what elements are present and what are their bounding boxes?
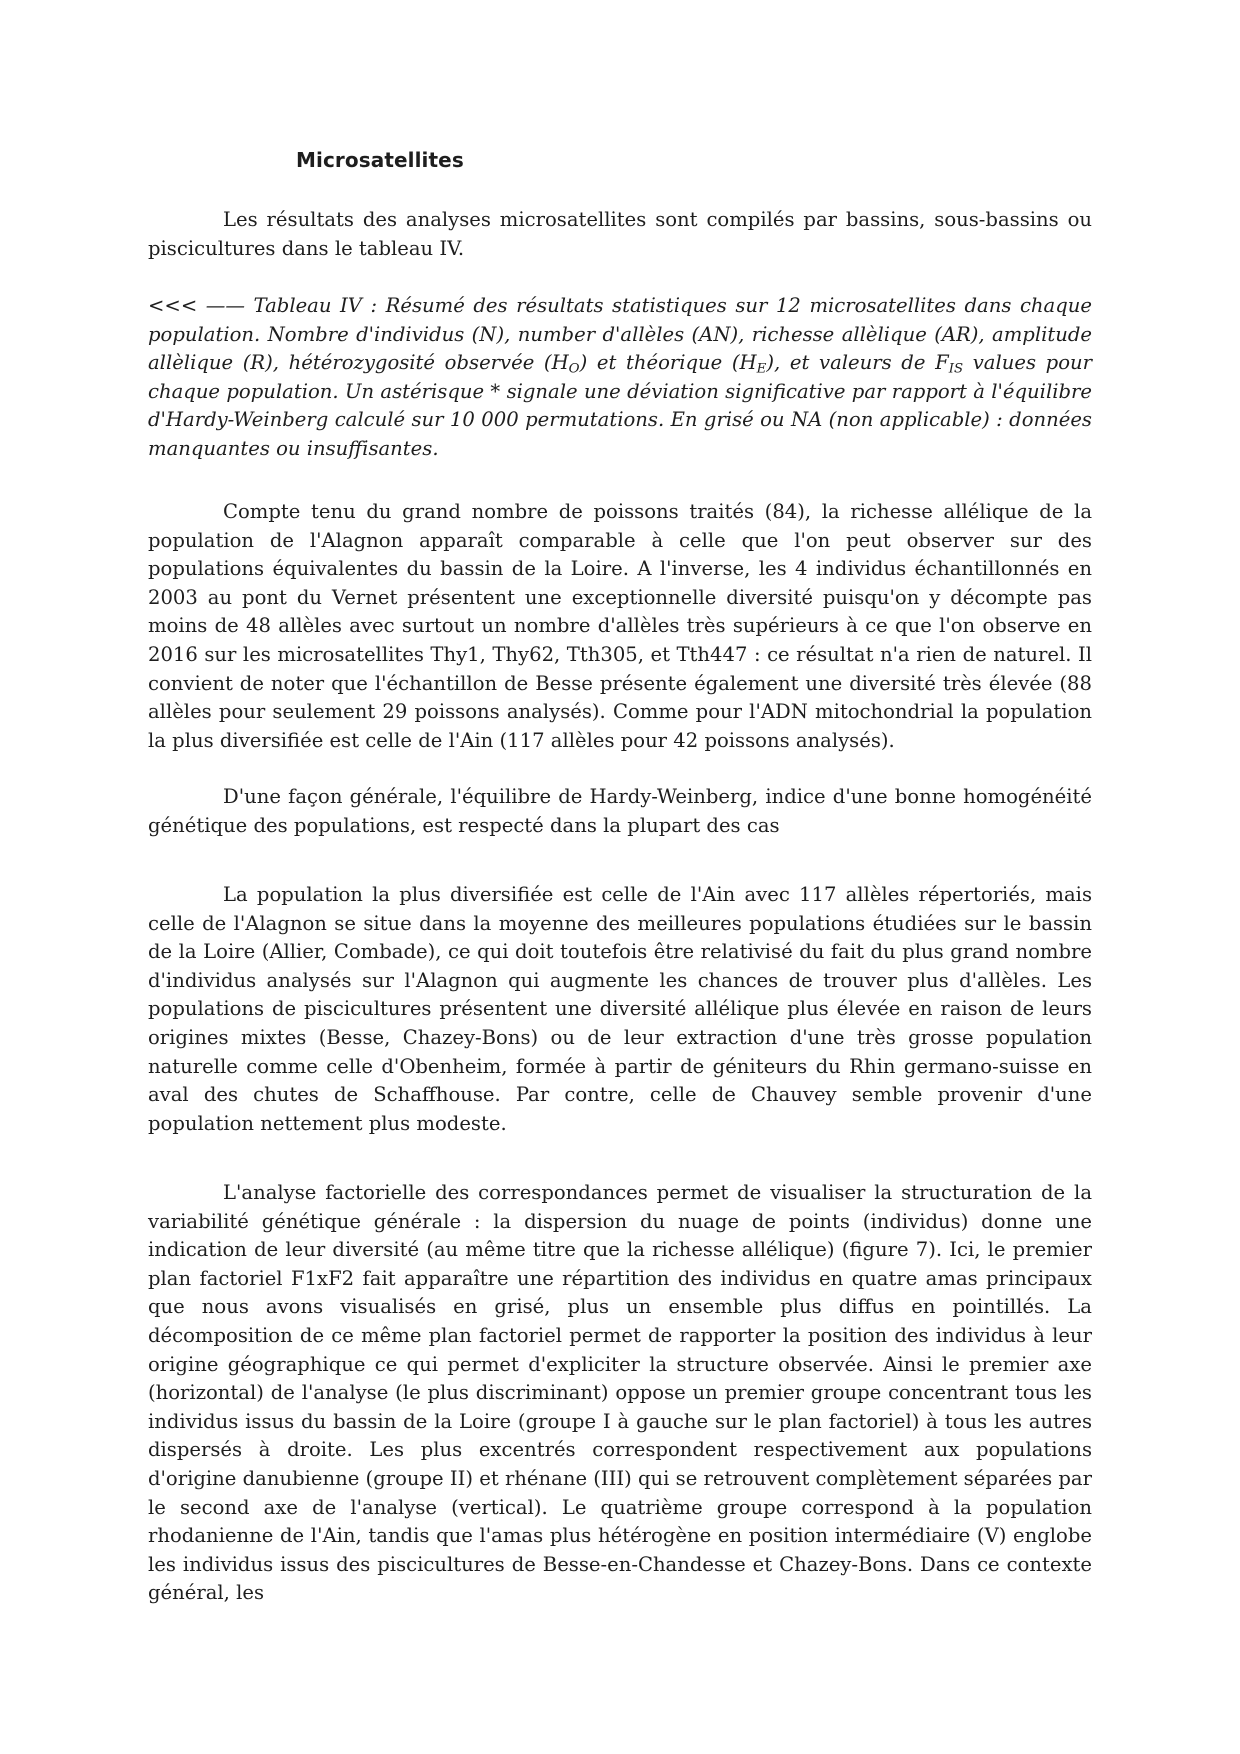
caption-sub-e: E — [756, 361, 767, 377]
table-caption — [148, 292, 1092, 464]
body-paragraph-3: La population la plus diversifiée est celle de l'Ain avec 117 allèles répertoriés, mais celle de l'Alagnon se situe dans la moyenne des meilleures populations étudiées sur le bassin de la Loire (Allier, Combade), ce qui doit toutefois être relativisé du fait du plus grand nombre d'individus analysés sur l'Alagnon qui augmente les chances de trouver plus d'allèles. Les populations de piscicultures présentent une diversité allélique plus élevée en raison de leurs origines mixtes (Besse, Chazey-Bons) ou de leur extraction d'une très grosse population naturelle comme celle d'Obenheim, formée à partir de géniteurs du Rhin germano-suisse en aval des chutes de Schaffhouse. Par contre, celle de Chauvey semble provenir d'une population nettement plus modeste. — [148, 883, 1092, 1135]
body-paragraph-2: D'une façon générale, l'équilibre de Hardy-Weinberg, indice d'une bonne homogénéité génétique des populations, est respecté dans la plupart des cas — [148, 785, 1092, 837]
caption-sub-is: IS — [948, 361, 964, 377]
body-paragraph-4: L'analyse factorielle des correspondances permet de visualiser la structuration de la variabilité génétique générale : la dispersion du nuage de points (individus) donne une indication de leur diversité (au même titre que la richesse allélique) (figure 7). Ici, le premier plan factoriel F1xF2 fait apparaître une répartition des individus en quatre amas principaux que nous avons visualisés en grisé, plus un ensemble plus diffus en pointillés. La décomposition de ce même plan factoriel permet de rapporter la position des individus à leur origine géographique ce qui permet d'expliciter la structure observée. Ainsi le premier axe (horizontal) de l'analyse (le plus discriminant) oppose un premier groupe concentrant tous les individus issus du bassin de la Loire (groupe I à gauche sur le plan factoriel) à tous les autres dispersés à droite. Les plus excentrés correspondent respectivement aux populations d'origine danubienne (groupe II) et rhénane (III) qui se retrouvent complètement séparées par le second axe de l'analyse (vertical). Le quatrième groupe correspond à la population rhodanienne de l'Ain, tandis que l'amas plus hétérogène en position intermédiaire (V) englobe les individus issus des piscicultures de Besse-en-Chandesse et Chazey-Bons. Dans ce contexte général, les — [148, 1181, 1092, 1605]
caption-text-2: ) et théorique (H — [579, 351, 757, 375]
caption-text-3: ), et valeurs de F — [766, 351, 949, 375]
intro-paragraph: Les résultats des analyses microsatellites sont compilés par bassins, sous-bassins ou piscicultures dans le tableau IV. — [148, 208, 1092, 260]
caption-sub-o: O — [568, 361, 580, 377]
body-paragraph-1: Compte tenu du grand nombre de poissons traités (84), la richesse allélique de la population de l'Alagnon apparaît comparable à celle que l'on peut observer sur des populations équivalentes du bassin de la Loire. A l'inverse, les 4 individus échantillonnés en 2003 au pont du Vernet présentent une exceptionnelle diversité puisqu'on y décompte pas moins de 48 allèles avec surtout un nombre d'allèles très supérieurs à ce que l'on observe en 2016 sur les microsatellites Thy1, Thy62, Tth305, et Tth447 : ce résultat n'a rien de naturel. Il convient de noter que l'échantillon de Besse présente également une diversité très élevée (88 allèles pour seulement 29 poissons analysés). Comme pour l'ADN mitochondrial la population la plus diversifiée est celle de l'Ain (117 allèles pour 42 poissons analysés). — [148, 500, 1092, 752]
caption-text-1: <<< —— Tableau IV : Résumé des résultats statistiques sur 12 microsatellites dans chaque population. Nombre d'individus (N), number d'allèles (AN), richesse allèlique (AR), amplitude allèlique (R), hétérozygosité observée (H — [148, 294, 1092, 375]
caption-text-4: values pour chaque population. Un astérisque * signale une déviation significative par rapport à l'équilibre d'Hardy-Weinberg calculé sur 10 000 permutations. En grisé ou NA (non applicable) : données manquantes ou insuffisantes. — [148, 351, 1092, 460]
section-heading: Microsatellites — [296, 148, 464, 172]
